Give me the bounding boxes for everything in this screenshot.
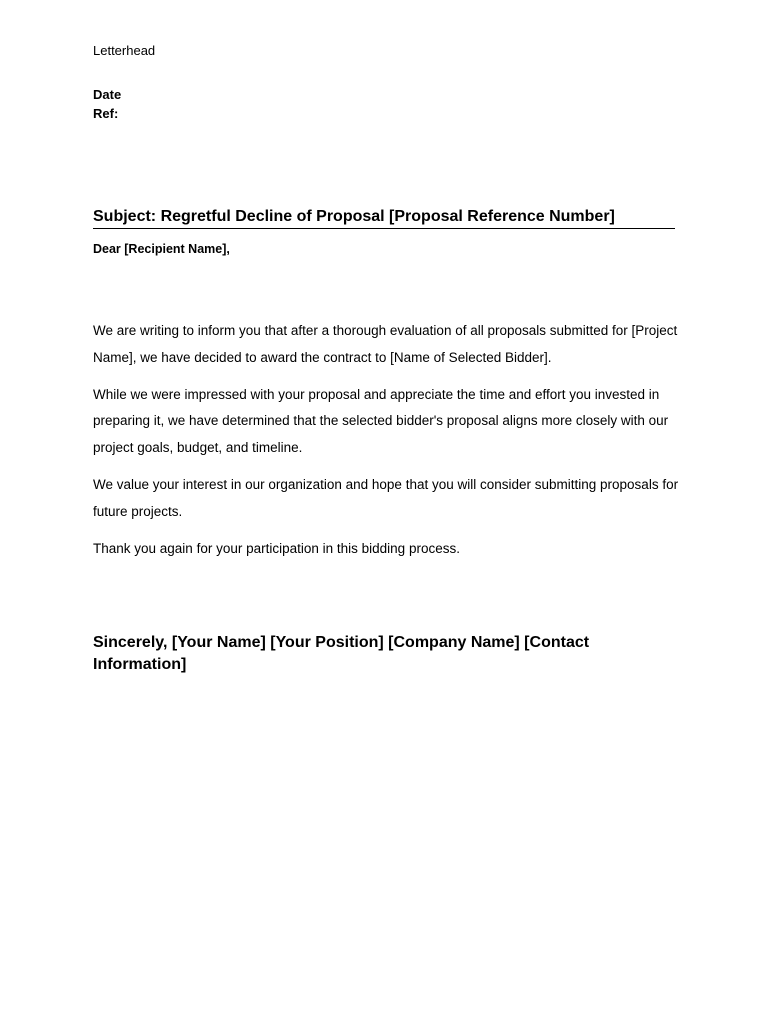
letterhead: Letterhead xyxy=(93,43,156,58)
subject-line: Subject: Regretful Decline of Proposal [Proposal Reference Number] xyxy=(93,207,675,229)
salutation: Dear [Recipient Name], xyxy=(93,242,230,256)
body-paragraph: While we were impressed with your proposal and appreciate the time and effort you invested in preparing it, we have determined that the selected bidder's proposal aligns more closely with our project goals, budget, and timeline. xyxy=(93,386,669,456)
signature-block: Sincerely, [Your Name] [Your Position] [Company Name] [Contact Information] xyxy=(93,634,590,673)
body-paragraph: We value your interest in our organization and hope that you will consider submitting proposals for future projects. xyxy=(93,476,679,519)
body-paragraph: Thank you again for your participation in this bidding process. xyxy=(93,540,460,556)
date-label: Date xyxy=(93,87,122,102)
ref-label: Ref: xyxy=(93,106,119,121)
body-paragraph: We are writing to inform you that after a thorough evaluation of all proposals submitted for [Project Name], we have decided to award the contract to [Name of Selected Bidder]. xyxy=(93,323,678,365)
letter-body xyxy=(93,318,683,572)
